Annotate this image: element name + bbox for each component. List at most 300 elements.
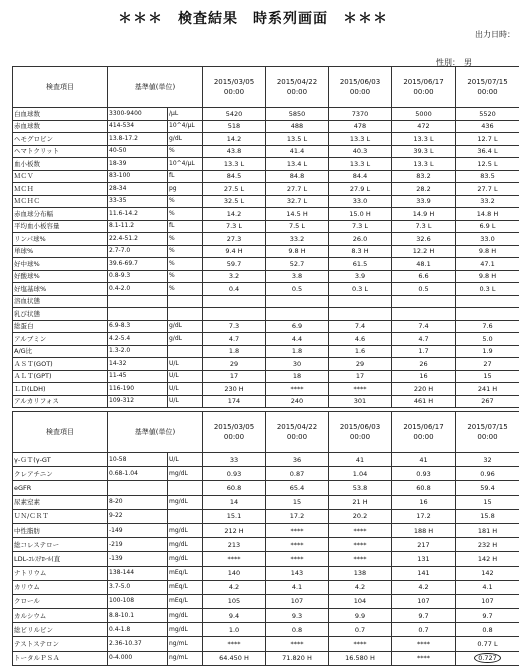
result-value: 17 [356,372,364,380]
result-value: 9.8 H [479,272,496,280]
result-value: 4.2 [355,583,365,591]
table-row [13,580,519,594]
result-cell [203,481,266,495]
result-cell [329,270,392,283]
result-cell [456,580,519,594]
result-value: 5520 [479,110,496,118]
result-cell [266,220,329,233]
result-cell [266,245,329,258]
header-date [456,412,519,453]
table-row [13,195,519,208]
result-value: 4.1 [292,583,302,591]
result-cell [329,158,392,171]
item-name: ＵＮ/ＣＲＴ [13,509,108,523]
result-value: 13.4 L [287,160,307,168]
result-cell [329,383,392,396]
table-row [13,523,519,537]
result-value: 131 [417,555,429,563]
result-value: 30 [293,360,301,368]
item-name: 赤血球数 [13,120,108,133]
result-value: 488 [291,122,303,130]
result-cell [329,195,392,208]
item-name: γ-ＧＴ(γ-GT [13,453,108,467]
header-time-value: 00:00 [330,432,390,442]
result-cell [456,523,519,537]
result-value: 12.2 H [413,247,434,255]
result-cell [266,158,329,171]
result-cell [203,637,266,651]
result-cell [266,333,329,346]
result-cell [392,383,456,396]
result-cell [392,108,456,121]
header-date [329,412,392,453]
result-value: 27.9 L [350,185,370,193]
header-date-value: 2015/03/05 [204,422,264,432]
results-sheet-2 [12,411,519,666]
result-cell [266,370,329,383]
result-cell [266,120,329,133]
item-name: クレアチニン [13,467,108,481]
result-cell [203,370,266,383]
result-value: 4.2 [229,583,239,591]
result-value: 230 H [224,385,243,393]
table-row [13,208,519,221]
result-value: 0.8 [482,626,492,634]
result-cell [203,158,266,171]
result-cell [266,170,329,183]
result-cell [456,333,519,346]
result-value: 47.1 [480,260,494,268]
result-value: 6.9 L [479,222,495,230]
result-value: 4.7 [418,335,428,343]
result-value: 104 [354,597,366,605]
result-value: 13.3 L [413,135,433,143]
result-cell [266,481,329,495]
result-value: 27.5 L [224,185,244,193]
ref-range: -149 [108,523,168,537]
ref-range: 10-58 [108,453,168,467]
result-cell [392,609,456,623]
result-value: 9.8 H [479,247,496,255]
ref-range: 9-22 [108,509,168,523]
result-cell [329,345,392,358]
ref-unit: % [168,258,203,271]
result-value: 13.3 L [224,160,244,168]
result-value: 4.6 [355,335,365,343]
result-value: 43.8 [227,147,241,155]
ref-unit: mg/dL [168,609,203,623]
header-time-value: 00:00 [204,87,264,97]
ref-unit: mg/dL [168,495,203,509]
header-ref: 基準値(単位) [108,412,203,453]
ref-unit: mg/dL [168,623,203,637]
item-name: アルブミン [13,333,108,346]
item-name: 総蛋白 [13,320,108,333]
result-cell [456,145,519,158]
result-cell [203,208,266,221]
ref-unit: U/L [168,358,203,371]
result-cell [266,233,329,246]
item-name: 尿素窒素 [13,495,108,509]
item-name: テストステロン [13,637,108,651]
result-cell [329,258,392,271]
item-name: 平均血小板容量 [13,220,108,233]
item-name: 総コレステロー [13,538,108,552]
result-cell [456,552,519,566]
result-cell [329,651,392,665]
result-cell [392,320,456,333]
ref-range: 18-39 [108,158,168,171]
result-cell [266,580,329,594]
result-value: 59.4 [480,484,494,492]
result-cell [329,208,392,221]
ref-range: 2.7-7.0 [108,245,168,258]
item-name: 総ビリルビン [13,623,108,637]
result-cell [329,566,392,580]
table-row [13,509,519,523]
result-value: 15 [483,372,491,380]
header-time-value: 00:00 [457,87,518,97]
result-value: **** [354,527,367,535]
result-cell [203,552,266,566]
result-cell [329,623,392,637]
item-name: ＭＣＨ [13,183,108,196]
result-value: 0.8 [292,626,302,634]
result-cell [329,170,392,183]
result-cell [203,170,266,183]
result-value: 301 [354,397,366,405]
item-name: カルシウム [13,609,108,623]
result-value: 0.7 [418,626,428,634]
ref-unit [168,509,203,523]
result-cell [329,283,392,296]
item-name: リンパ球% [13,233,108,246]
result-value: 9.7 [418,612,428,620]
table-row [13,651,519,665]
result-cell [456,245,519,258]
result-value: **** [354,555,367,563]
result-cell [392,233,456,246]
ref-range: 11.6-14.2 [108,208,168,221]
ref-range: 414-534 [108,120,168,133]
result-value: 9.4 [229,612,239,620]
result-value: 4.7 [229,335,239,343]
item-name: ＭＣＨＣ [13,195,108,208]
ref-range [108,481,168,495]
result-value: 0.93 [416,470,430,478]
result-value: 13.5 L [287,135,307,143]
result-cell [329,295,392,308]
result-cell [266,467,329,481]
result-value: 5850 [289,110,306,118]
result-cell [203,395,266,408]
result-value: 174 [228,397,240,405]
item-name: ＭＣＶ [13,170,108,183]
result-cell [456,120,519,133]
result-cell [392,594,456,608]
table-row [13,370,519,383]
header-date [392,67,456,108]
header-date [456,67,519,108]
result-value: 33.2 [480,197,494,205]
ref-unit: /μL [168,108,203,121]
result-cell [329,495,392,509]
result-cell [203,358,266,371]
table-row [13,566,519,580]
result-value: 27 [483,360,491,368]
table-row [13,495,519,509]
result-cell [329,453,392,467]
header-time-value: 00:00 [393,432,454,442]
result-value: 52.7 [290,260,304,268]
result-value: **** [291,527,304,535]
header-date-value: 2015/07/15 [457,422,518,432]
result-cell [392,345,456,358]
result-value: 39.3 L [413,147,433,155]
result-cell [203,523,266,537]
result-value: 7.5 L [289,222,305,230]
result-cell [392,308,456,321]
ref-range: 8.8-10.1 [108,609,168,623]
result-cell [203,609,266,623]
header-date-value: 2015/04/22 [267,422,327,432]
result-cell [203,270,266,283]
result-cell [456,308,519,321]
item-name: 溶血状態 [13,295,108,308]
header-date [329,67,392,108]
result-cell [456,383,519,396]
result-value: 472 [417,122,429,130]
result-cell [266,295,329,308]
result-cell [392,170,456,183]
result-cell [392,145,456,158]
table-row [13,158,519,171]
header-date-value: 2015/04/22 [267,77,327,87]
result-value: 84.5 [227,172,241,180]
result-cell [203,467,266,481]
table-row [13,358,519,371]
ref-range: 4.2-5.4 [108,333,168,346]
ref-range: 1.3-2.0 [108,345,168,358]
result-cell [392,158,456,171]
result-value: 65.4 [290,484,304,492]
table-row [13,120,519,133]
result-cell [266,195,329,208]
result-cell [329,509,392,523]
result-cell [266,358,329,371]
page-title: ＊＊＊ 検査結果 時系列画面 ＊＊＊ [118,8,388,28]
result-value: 0.727 [474,653,501,663]
result-cell [329,538,392,552]
result-cell [392,453,456,467]
result-value: 15 [293,498,301,506]
table-row [13,220,519,233]
ref-unit: mEq/L [168,594,203,608]
result-cell [203,295,266,308]
table-row [13,395,519,408]
result-cell [456,609,519,623]
result-value: 14.2 [227,210,241,218]
result-cell [266,552,329,566]
result-cell [329,594,392,608]
item-name: eGFR [13,481,108,495]
result-cell [329,609,392,623]
result-value: 61.5 [353,260,367,268]
result-cell [203,623,266,637]
ref-range: 8-20 [108,495,168,509]
ref-unit: % [168,195,203,208]
ref-unit: mg/dL [168,467,203,481]
table-row [13,623,519,637]
result-cell [392,183,456,196]
result-value: 0.5 [418,285,428,293]
result-value: 32.6 [416,235,430,243]
result-value: 1.0 [229,626,239,634]
sex-label: 性別： 男 [436,57,472,68]
results-table-2 [12,411,519,666]
result-value: 64.450 H [219,654,249,662]
result-cell [392,552,456,566]
result-cell [456,183,519,196]
ref-unit: g/dL [168,133,203,146]
result-cell [266,495,329,509]
item-name: ＡＬＴ(GPT) [13,370,108,383]
result-value: 16 [419,498,427,506]
result-cell [456,358,519,371]
result-value: 0.4 [229,285,239,293]
result-cell [203,594,266,608]
result-cell [456,467,519,481]
table-row [13,245,519,258]
ref-range: 40-50 [108,145,168,158]
result-value: 141 [417,569,429,577]
ref-unit: % [168,270,203,283]
result-cell [392,283,456,296]
result-value: 36.4 L [477,147,497,155]
ref-unit: % [168,283,203,296]
result-value: 17.2 [290,512,304,520]
result-cell [266,270,329,283]
result-value: 27.7 L [287,185,307,193]
result-cell [266,208,329,221]
table-row [13,594,519,608]
result-cell [456,208,519,221]
result-value: 15.0 H [349,210,370,218]
result-cell [392,566,456,580]
table-row [13,270,519,283]
result-value: 33 [230,456,238,464]
result-value: 17.2 [416,512,430,520]
result-cell [329,145,392,158]
result-value: 9.9 [355,612,365,620]
result-value: **** [354,640,367,648]
table-row [13,538,519,552]
result-cell [456,233,519,246]
result-cell [392,580,456,594]
result-cell [329,308,392,321]
result-value: 9.3 [292,612,302,620]
result-cell [266,594,329,608]
result-value: 5000 [415,110,432,118]
result-value: 13.3 L [413,160,433,168]
ref-range: 100-108 [108,594,168,608]
result-value: **** [228,640,241,648]
result-value: 60.8 [227,484,241,492]
result-cell [392,370,456,383]
result-cell [392,245,456,258]
output-datetime-label: 出力日時： [475,29,515,40]
item-name: ヘマトクリット [13,145,108,158]
result-value: 26 [419,360,427,368]
ref-unit: % [168,245,203,258]
result-value: 18 [293,372,301,380]
result-value: 7.3 L [415,222,431,230]
ref-unit: U/L [168,383,203,396]
header-time-value: 00:00 [267,432,327,442]
result-cell [329,108,392,121]
result-value: **** [354,385,367,393]
result-value: 140 [228,569,240,577]
ref-range: 116-190 [108,383,168,396]
result-value: 143 [291,569,303,577]
result-cell [392,623,456,637]
ref-unit: mEq/L [168,580,203,594]
result-value: 29 [230,360,238,368]
result-cell [203,345,266,358]
result-value: 212 H [224,527,243,535]
result-value: 60.8 [416,484,430,492]
ref-range: 6.9-8.3 [108,320,168,333]
result-value: 32.7 L [287,197,307,205]
result-value: 1.04 [353,470,367,478]
header-date-value: 2015/06/17 [393,422,454,432]
result-value: **** [291,640,304,648]
result-cell [329,580,392,594]
result-cell [266,283,329,296]
result-cell [392,395,456,408]
result-cell [456,594,519,608]
ref-range: -139 [108,552,168,566]
table-row [13,637,519,651]
result-cell [203,509,266,523]
ref-range: 33-35 [108,195,168,208]
result-value: **** [291,555,304,563]
result-value: **** [291,385,304,393]
ref-unit: mEq/L [168,566,203,580]
ref-unit [168,308,203,321]
result-value: 8.3 H [351,247,368,255]
item-name: 乳び状態 [13,308,108,321]
result-cell [392,258,456,271]
result-cell [329,370,392,383]
table-row [13,170,519,183]
table-row [13,295,519,308]
result-value: 1.7 [418,347,428,355]
result-value: 83.5 [480,172,494,180]
item-name: 好中球% [13,258,108,271]
ref-unit [168,295,203,308]
result-cell [266,637,329,651]
result-cell [266,538,329,552]
result-value: **** [417,640,430,648]
ref-range: 22.4-51.2 [108,233,168,246]
result-value: 84.4 [353,172,367,180]
result-cell [456,320,519,333]
ref-unit: % [168,145,203,158]
result-cell [456,538,519,552]
table-row [13,108,519,121]
result-value: 15.1 [227,512,241,520]
